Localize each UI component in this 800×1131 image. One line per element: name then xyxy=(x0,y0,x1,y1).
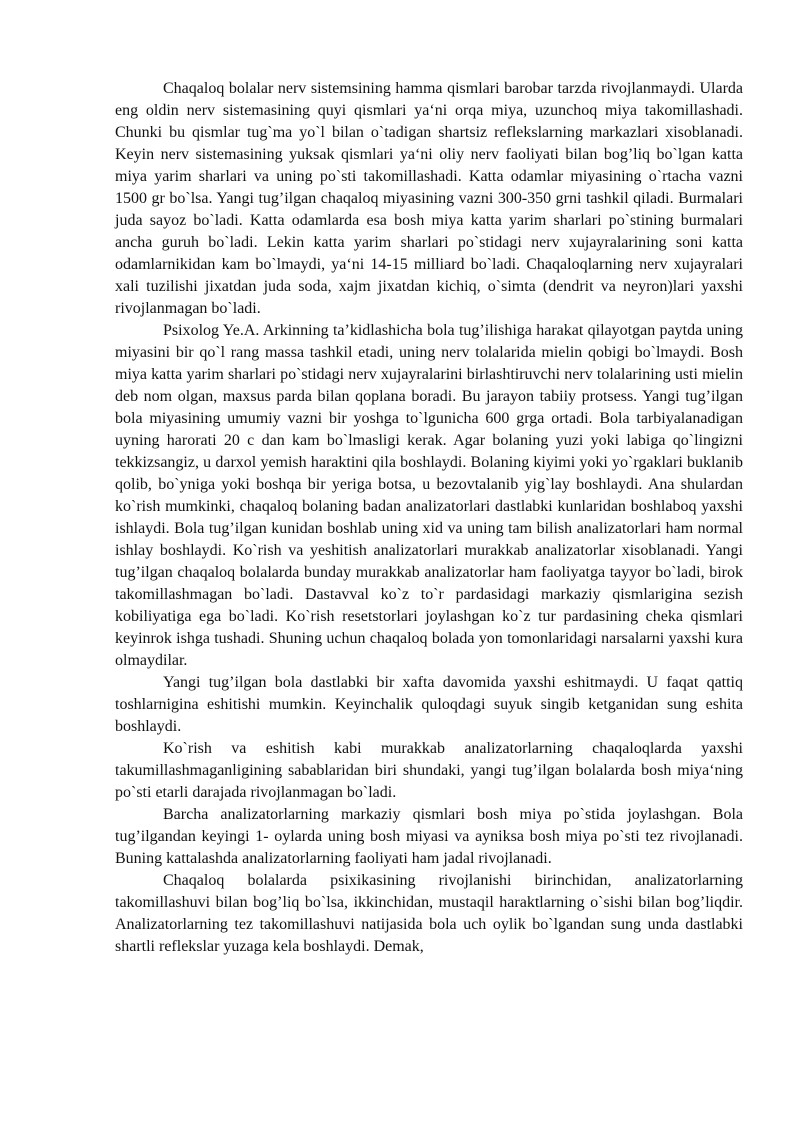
paragraph-analyzers-reason: Ko`rish va eshitish kabi murakkab analizatorlarning chaqaloqlarda yaxshi takumillashmaganligining sabablaridan biri shundaki, yangi tug’ilgan bolalarda bosh miya‘ning po`sti etarli darajada rivojlanmagan bo`ladi. xyxy=(115,740,743,801)
paragraph-analyzers-cortex: Barcha analizatorlarning markaziy qismlari bosh miya po`stida joylashgan. Bola tug’ilgandan keyingi 1- oylarda uning bosh miyasi va ayniksa bosh miya po`sti tez rivojlanadi. Buning kattalashda analizatorlarning faoliyati ham jadal rivojlanadi. xyxy=(115,806,743,867)
paragraph-nervous-system: Chaqaloq bolalar nerv sistemsining hamma qismlari barobar tarzda rivojlanmaydi. Ularda eng oldin nerv sistemasining quyi qismlari ya‘ni orqa miya, uzunchoq miya takomillashadi. Chunki bu qismlar tug`ma yo`l bilan o`tadigan shartsiz reflekslarning markazlari xisoblanadi. Keyin nerv sistemasining yuksak qismlari ya‘ni oliy nerv faoliyati bilan bog’liq bo`lgan katta miya yarim sharlari va uning po`sti takomillashadi. Katta odamlar miyasining o`rtacha vazni 1500 gr bo`lsa. Yangi tug’ilgan chaqaloq miyasining vazni 300-350 grni tashkil qiladi. Burmalari juda sayoz bo`ladi. Katta odamlarda esa bosh miya katta yarim sharlari po`stining burmalari ancha guruh bo`ladi. Lekin katta yarim sharlari po`stidagi nerv xujayralarining soni katta odamlarnikidan kam bo`lmaydi, ya‘ni 14-15 milliard bo`ladi. Chaqaloqlarning nerv xujayralari xali tuzilishi jixatdan juda soda, xajm jixatdan kichiq, o`simta (dendrit va neyron)lari yaxshi rivojlanmagan bo`ladi. xyxy=(115,80,743,317)
paragraph-arkin: Psixolog Ye.A. Arkinning ta’kidlashicha bola tug’ilishiga harakat qilayotgan paytda uning miyasini bir qo`l rang massa tashkil etadi, uning nerv tolalarida mielin qobigi bo`lmaydi. Bosh miya katta yarim sharlari po`stidagi nerv xujayralarini birlashtiruvchi nerv tolalarining usti mielin deb nom olgan, maxsus parda bilan qoplana boradi. Bu jarayon tabiiy protsess. Yangi tug’ilgan bola miyasining umumiy vazni bir yoshga to`lgunicha 600 grga ortadi. Bola tarbiyalanadigan uyning harorati 20 c dan kam bo`lmasligi kerak. Agar bolaning yuzi yoki labiga qo`lingizni tekkizsangiz, u darxol yemish haraktini qila boshlaydi. Bolaning kiyimi yoki yo`rgaklari buklanib qolib, bo`yniga yoki boshqa bir yeriga botsa, u bezovtalanib yig`lay boshlaydi. Ana shulardan ko`rish mumkinki, chaqaloq bolaning badan analizatorlari dastlabki kunlaridan boshlaboq yaxshi ishlaydi. Bola tug’ilgan kunidan boshlab uning xid va uning tam bilish analizatorlari ham normal ishlay boshlaydi. Ko`rish va yeshitish analizatorlari murakkab analizatorlar xisoblanadi. Yangi tug’ilgan chaqaloq bolalarda bunday murakkab analizatorlar ham faoliyatga tayyor bo`ladi, birok takomillashmagan bo`ladi. Dastavval ko`z to`r pardasidagi markaziy qismlarigina sezish kobiliyatiga ega bo`ladi. Ko`rish resetstorlari joylashgan ko`z tur pardasining cheka qismlari keyinrok ishga tushadi. Shuning uchun chaqaloq bolada yon tomonlaridagi narsalarni yaxshi kura olmaydilar. xyxy=(115,322,743,669)
paragraph-psyche-development: Chaqaloq bolalarda psixikasining rivojlanishi birinchidan, analizatorlarning takomillashuvi bilan bog’liq bo`lsa, ikkinchidan, mustaqil haraktlarning o`sishi bilan bog’liqdir. Analizatorlarning tez takomillashuvi natijasida bola uch oylik bo`lgandan sung unda dastlabki shartli reflekslar yuzaga kela boshlaydi. Demak, xyxy=(115,872,743,955)
document-page xyxy=(115,78,743,958)
paragraph-hearing: Yangi tug’ilgan bola dastlabki bir xafta davomida yaxshi eshitmaydi. U faqat qattiq toshlarnigina eshitishi mumkin. Keyinchalik quloqdagi suyuk singib ketganidan sung eshita boshlaydi. xyxy=(115,674,743,735)
